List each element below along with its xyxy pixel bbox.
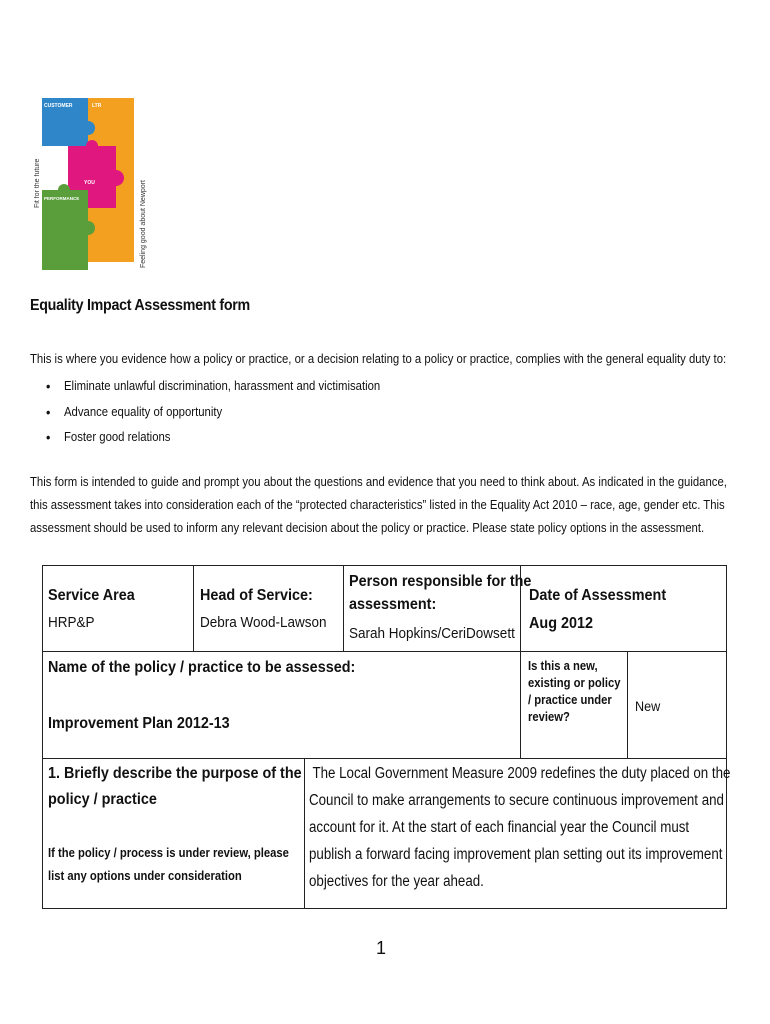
is-new-value: New — [635, 698, 661, 714]
is-new-label-line: Is this a new, — [528, 659, 598, 673]
answer-line: objectives for the year ahead. — [309, 873, 484, 890]
person-responsible-value: Sarah Hopkins/CeriDowsett — [349, 625, 515, 642]
is-new-label-line: / practice under — [528, 693, 612, 707]
head-of-service-value: Debra Wood-Lawson — [200, 614, 327, 631]
guidance-text — [30, 471, 727, 540]
options-sub-label-2: list any options under consideration — [48, 869, 242, 883]
table-divider — [193, 565, 194, 651]
list-item: • Foster good relations — [46, 425, 380, 451]
logo-piece-text: YOU — [84, 180, 95, 186]
is-new-label — [528, 658, 621, 726]
answer-line: Council to make arrangements to secure continuous improvement and — [309, 792, 724, 809]
table-divider — [627, 651, 628, 758]
table-divider — [304, 758, 305, 909]
page-number: 1 — [376, 938, 387, 958]
answer-line: The Local Government Measure 2009 redefines the duty placed on the — [309, 765, 731, 782]
guidance-line: This form is intended to guide and prompt you about the questions and evidence that you need to think about. As indicated in the guidance, — [30, 475, 727, 489]
logo-side-text-left: Fit for the future — [34, 158, 41, 208]
guidance-line: this assessment takes into consideration each of the “protected characteristics” listed in the Equality Act 2010 – race, age, gender etc. This — [30, 498, 725, 512]
date-of-assessment-value: Aug 2012 — [529, 615, 594, 632]
person-responsible-label: Person responsible for the — [349, 573, 532, 590]
service-area-label: Service Area — [48, 587, 135, 604]
logo-side-text-right: Feeling good about Newport — [140, 180, 147, 268]
policy-name-label: Name of the policy / practice to be assessed: — [48, 659, 356, 676]
answer-line: publish a forward facing improvement plan setting out its improvement — [309, 846, 723, 863]
list-item: • Advance equality of opportunity — [46, 400, 380, 426]
guidance-line: assessment should be used to inform any relevant decision about the policy or practice. Please state policy options in the assessment. — [30, 521, 705, 535]
person-responsible-label-2: assessment: — [349, 596, 437, 613]
equality-duty-list — [46, 374, 380, 451]
table-divider — [520, 565, 521, 758]
options-sub-label: If the policy / process is under review, please — [48, 846, 289, 860]
is-new-label-line: review? — [528, 710, 570, 724]
head-of-service-label: Head of Service: — [200, 587, 313, 604]
assessment-table — [42, 565, 731, 909]
council-logo — [34, 98, 150, 272]
purpose-question-label: 1. Briefly describe the purpose of the — [48, 765, 302, 782]
policy-name-value: Improvement Plan 2012-13 — [48, 715, 230, 732]
purpose-question-label-2: policy / practice — [48, 791, 157, 808]
date-of-assessment-label: Date of Assessment — [529, 587, 667, 604]
logo-piece-text: PERFORMANCE — [44, 196, 80, 201]
table-divider — [42, 758, 727, 759]
table-divider — [42, 651, 525, 652]
table-divider — [343, 565, 344, 651]
is-new-label-line: existing or policy — [528, 676, 621, 690]
service-area-value: HRP&P — [48, 614, 95, 631]
form-title: Equality Impact Assessment form — [30, 297, 250, 314]
table-divider — [525, 651, 727, 652]
logo-piece-text: LTR — [92, 103, 102, 109]
logo-piece-text: CUSTOMER — [44, 103, 73, 109]
puzzle-piece-green — [42, 190, 88, 270]
intro-text: This is where you evidence how a policy or practice, or a decision relating to a policy or practice, complies with the general equality duty to: — [30, 352, 727, 366]
puzzle-logo-graphic — [34, 98, 150, 272]
list-item: • Eliminate unlawful discrimination, harassment and victimisation — [46, 374, 380, 400]
purpose-answer — [309, 760, 730, 895]
answer-line: account for it. At the start of each financial year the Council must — [309, 819, 690, 836]
